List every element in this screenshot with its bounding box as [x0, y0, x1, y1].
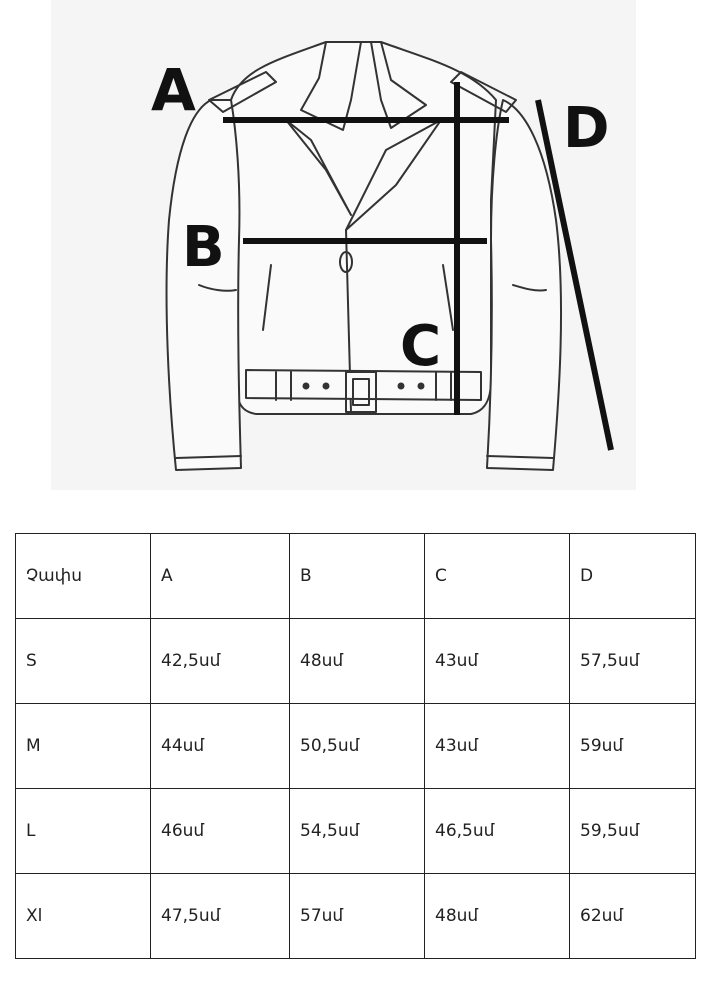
cell-b: 54,5սմ	[290, 789, 425, 874]
cell-c: 43սմ	[425, 704, 570, 789]
cell-c: 48սմ	[425, 874, 570, 959]
cell-d: 62սմ	[570, 874, 696, 959]
cell-b: 50,5սմ	[290, 704, 425, 789]
cell-c: 43սմ	[425, 619, 570, 704]
cell-c: 46,5սմ	[425, 789, 570, 874]
cell-size: M	[16, 704, 151, 789]
cell-b: 57սմ	[290, 874, 425, 959]
label-c: C	[400, 314, 442, 379]
size-chart-table	[15, 533, 696, 959]
header-cell-a: A	[151, 534, 290, 619]
cell-size: Xl	[16, 874, 151, 959]
cell-d: 59,5սմ	[570, 789, 696, 874]
jacket-illustration	[51, 0, 636, 490]
cell-a: 47,5սմ	[151, 874, 290, 959]
table-row	[16, 619, 696, 704]
cell-a: 46սմ	[151, 789, 290, 874]
header-cell-d: D	[570, 534, 696, 619]
table-header-row	[16, 534, 696, 619]
cell-b: 48սմ	[290, 619, 425, 704]
label-d: D	[563, 96, 610, 161]
cell-size: S	[16, 619, 151, 704]
cell-a: 42,5սմ	[151, 619, 290, 704]
header-cell-c: C	[425, 534, 570, 619]
label-b: B	[182, 215, 225, 280]
table-row	[16, 874, 696, 959]
cell-size: L	[16, 789, 151, 874]
header-cell-size: Չափս	[16, 534, 151, 619]
header-cell-b: B	[290, 534, 425, 619]
jacket-outline	[167, 42, 561, 470]
label-a: A	[151, 56, 196, 124]
table-row	[16, 789, 696, 874]
cell-d: 59սմ	[570, 704, 696, 789]
jacket-measurement-diagram	[51, 0, 636, 490]
cell-a: 44սմ	[151, 704, 290, 789]
cell-d: 57,5սմ	[570, 619, 696, 704]
table-row	[16, 704, 696, 789]
